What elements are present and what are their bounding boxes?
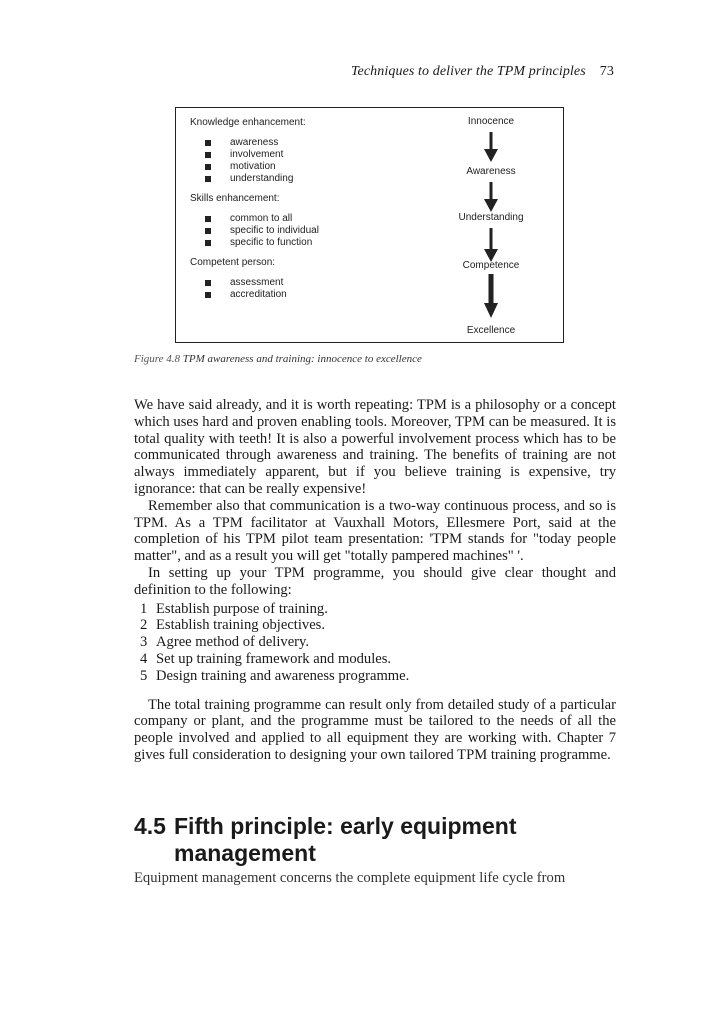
paragraph: We have said already, and it is worth repeating: TPM is a philosophy or a concept which uses hard and proven enabling tools. Moreover, TPM can be measured. It is total quality with teeth! It is also a powerful involvement process which has to be communicated through awareness and training. The benefits of training are not always immediately apparent, but if you believe training is expensive, try ignorance: that can be really expensive! (134, 397, 616, 497)
competent-heading: Competent person: (190, 257, 276, 268)
bullet-icon (205, 164, 211, 170)
down-arrow-icon (484, 274, 498, 318)
figure-box (175, 107, 564, 343)
paragraph: The total training programme can result only from detailed study of a particular company or plant, and the programme must be tailored to the needs of all the people involved and applied to all equipment they are working with. Chapter 7 gives full consideration to designing your own tailored TPM training programme. (134, 696, 616, 763)
list-item: specific to function (190, 237, 410, 249)
knowledge-heading: Knowledge enhancement: (190, 117, 306, 128)
stage-label: Excellence (466, 325, 516, 336)
section-intro: Equipment management concerns the complete equipment life cycle from (134, 870, 566, 886)
body-text (134, 397, 616, 764)
list-item: motivation (190, 161, 410, 173)
down-arrow-icon (484, 182, 498, 212)
list-item: 2 Establish training objectives. (140, 617, 326, 634)
bullet-icon (205, 280, 211, 286)
bullet-icon (205, 292, 211, 298)
stage-label: Understanding (458, 212, 524, 223)
down-arrow-icon (484, 132, 498, 162)
list-item: 4 Set up training framework and modules. (140, 650, 392, 667)
bullet-icon (205, 240, 211, 246)
stage-label: Innocence (467, 116, 515, 127)
section-heading (134, 813, 634, 867)
figure-training-groups (190, 117, 410, 309)
running-head-title: Techniques to deliver the TPM principles (350, 64, 586, 79)
list-item: involvement (190, 149, 410, 161)
list-item: accreditation (190, 289, 410, 301)
section-title-line2: management (174, 840, 316, 866)
list-item: understanding (190, 173, 410, 185)
paragraph: Remember also that communication is a two-way continuous process, and so is TPM. As a TPM facilitator at Vauxhall Motors, Ellesmere Port, said at the completion of his TPM pilot team presentation: 'TPM stands for "today people matter", and as a result you will get "totally pampered machines" '. (134, 497, 616, 565)
bullet-icon (205, 216, 211, 222)
section-number: 4.5 (134, 813, 166, 839)
bullet-icon (205, 140, 211, 146)
list-item: 3 Agree method of delivery. (140, 634, 310, 651)
section-title-line1: Fifth principle: early equipment (174, 813, 517, 839)
figure-stage-flow (426, 108, 556, 344)
running-head (351, 64, 614, 80)
list-item: 5 Design training and awareness programme. (140, 667, 410, 684)
paragraph: In setting up your TPM programme, you should give clear thought and definition to the following: (134, 564, 616, 598)
list-item: assessment (190, 277, 410, 289)
bullet-icon (205, 228, 211, 234)
skills-heading: Skills enhancement: (190, 193, 280, 204)
bullet-icon (205, 176, 211, 182)
stage-label: Awareness (466, 166, 516, 177)
knowledge-list (190, 137, 410, 185)
down-arrow-icon (484, 228, 498, 262)
stage-label: Competence (462, 260, 520, 271)
figure-caption-text: TPM awareness and training: innocence to excellence (182, 353, 422, 365)
list-item: specific to individual (190, 225, 410, 237)
skills-list (190, 213, 410, 249)
bullet-icon (205, 152, 211, 158)
competent-list (190, 277, 410, 301)
figure-label: Figure 4.8 (134, 353, 181, 365)
list-item: 1 Establish purpose of training. (140, 600, 328, 617)
list-item: common to all (190, 213, 410, 225)
page-number: 73 (599, 64, 614, 79)
list-item: awareness (190, 137, 410, 149)
steps-list (134, 601, 616, 685)
figure-caption (134, 353, 422, 365)
